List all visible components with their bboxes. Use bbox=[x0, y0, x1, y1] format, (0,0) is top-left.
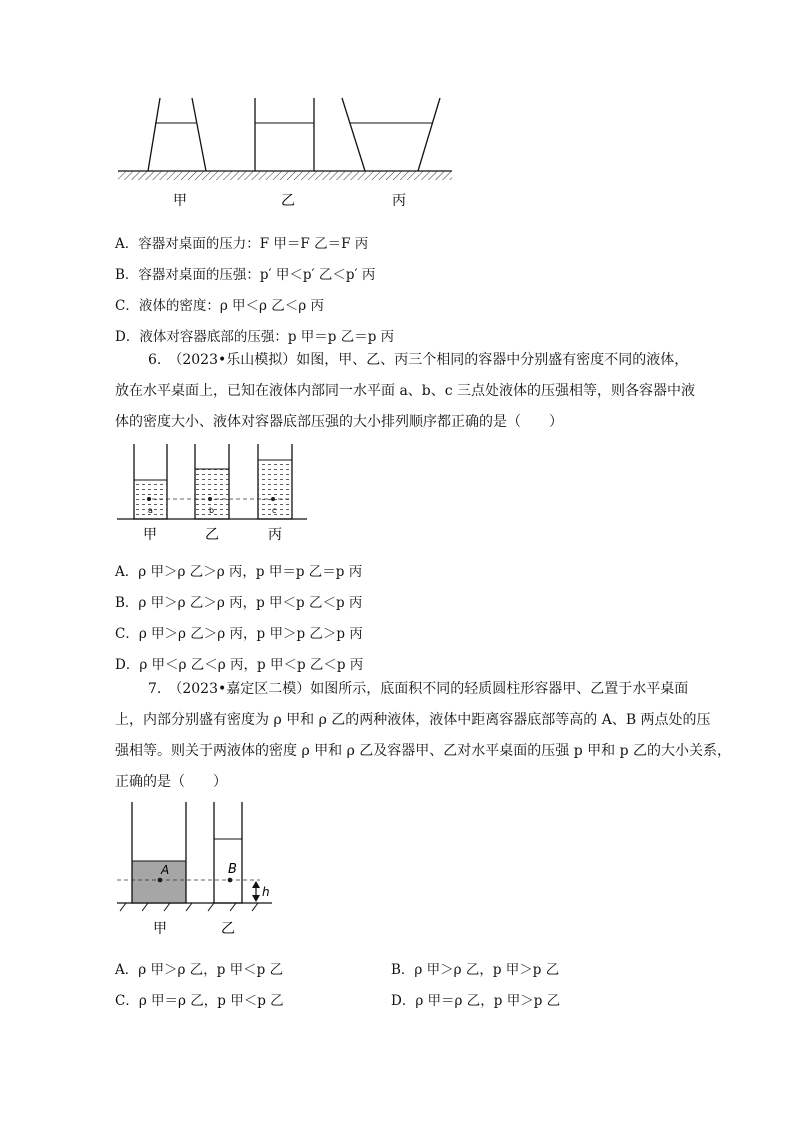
q6-option-c[interactable]: C．ρ 甲＞ρ 乙＞ρ 丙，p 甲＞p 乙＞p 丙 bbox=[115, 626, 363, 642]
svg-text:b: b bbox=[209, 506, 215, 515]
container-yi bbox=[255, 98, 314, 171]
svg-text:c: c bbox=[272, 506, 277, 515]
container2-jia bbox=[134, 444, 167, 519]
height-arrow bbox=[252, 881, 260, 902]
q6-option-a[interactable]: A．ρ 甲＞ρ 乙＞ρ 丙，p 甲＝p 乙＝p 丙 bbox=[115, 564, 363, 580]
q7-stem-line2: 上，内部分别盛有密度为 ρ 甲和 ρ 乙的两种液体，液体中距离容器底部等高的 A、B 两点处的压 bbox=[115, 712, 711, 728]
fig2-label-yi: 乙 bbox=[205, 527, 219, 543]
fig1-label-jia: 甲 bbox=[173, 193, 187, 209]
container3-yi bbox=[214, 802, 242, 903]
fig3-label-jia: 甲 bbox=[153, 921, 167, 937]
q6-stem-line2: 放在水平桌面上，已知在液体内部同一水平面 a、b、c 三点处液体的压强相等，则各容器中液 bbox=[115, 383, 696, 399]
q6-stem-line1: 6. （2023•乐山模拟）如图，甲、乙、丙三个相同的容器中分别盛有密度不同的液体， bbox=[148, 352, 689, 368]
q6-stem-line3: 体的密度大小、液体对容器底部压强的大小排列顺序都正确的是（ ） bbox=[115, 414, 563, 430]
q7-stem-line4: 正确的是（ ） bbox=[115, 774, 227, 790]
container2-bing bbox=[258, 444, 292, 519]
figure-containers-3 bbox=[112, 800, 282, 940]
q7-stem-line3: 强相等。则关于两液体的密度 ρ 甲和 ρ 乙及容器甲、乙对水平桌面的压强 p 甲和 p 乙的大小关系， bbox=[115, 743, 731, 759]
q7-option-a[interactable]: A．ρ 甲＞ρ 乙，p 甲＜p 乙 bbox=[115, 962, 284, 978]
q5-option-a[interactable]: A．容器对桌面的压力：F 甲＝F 乙＝F 丙 bbox=[115, 236, 369, 252]
q7-option-d[interactable]: D．ρ 甲＝ρ 乙，p 甲＞p 乙 bbox=[391, 993, 561, 1009]
point-a-label: A bbox=[161, 863, 170, 877]
container2-yi bbox=[195, 444, 229, 519]
q7-option-b[interactable]: B．ρ 甲＞ρ 乙，p 甲＞p 乙 bbox=[391, 962, 560, 978]
fig2-label-bing: 丙 bbox=[268, 527, 282, 543]
svg-text:a: a bbox=[148, 506, 153, 515]
figure-containers-1 bbox=[110, 95, 460, 215]
q6-option-d[interactable]: D．ρ 甲＜ρ 乙＜ρ 丙，p 甲＜p 乙＜p 丙 bbox=[115, 657, 364, 673]
q7-option-c[interactable]: C．ρ 甲＝ρ 乙，p 甲＜p 乙 bbox=[115, 993, 284, 1009]
container-bing bbox=[342, 98, 440, 171]
q5-option-d[interactable]: D．液体对容器底部的压强：p 甲＝p 乙＝p 丙 bbox=[115, 329, 395, 345]
point-b-label: B bbox=[228, 862, 237, 877]
fig3-label-yi: 乙 bbox=[221, 921, 235, 937]
fig1-label-bing: 丙 bbox=[392, 193, 406, 209]
container-jia bbox=[148, 98, 206, 171]
fig2-label-jia: 甲 bbox=[143, 527, 157, 543]
height-label: h bbox=[262, 885, 270, 899]
container3-jia bbox=[132, 802, 186, 903]
q6-option-b[interactable]: B．ρ 甲＞ρ 乙＞ρ 丙，p 甲＜p 乙＜p 丙 bbox=[115, 595, 363, 611]
fig1-label-yi: 乙 bbox=[281, 193, 295, 209]
q5-option-b[interactable]: B．容器对桌面的压强：p′ 甲＜p′ 乙＜p′ 丙 bbox=[115, 267, 376, 283]
q7-stem-line1: 7. （2023•嘉定区二模）如图所示，底面积不同的轻质圆柱形容器甲、乙置于水平桌面 bbox=[148, 681, 689, 697]
q5-option-c[interactable]: C．液体的密度：ρ 甲＜ρ 乙＜ρ 丙 bbox=[115, 298, 325, 314]
figure-containers-2 bbox=[112, 442, 312, 547]
